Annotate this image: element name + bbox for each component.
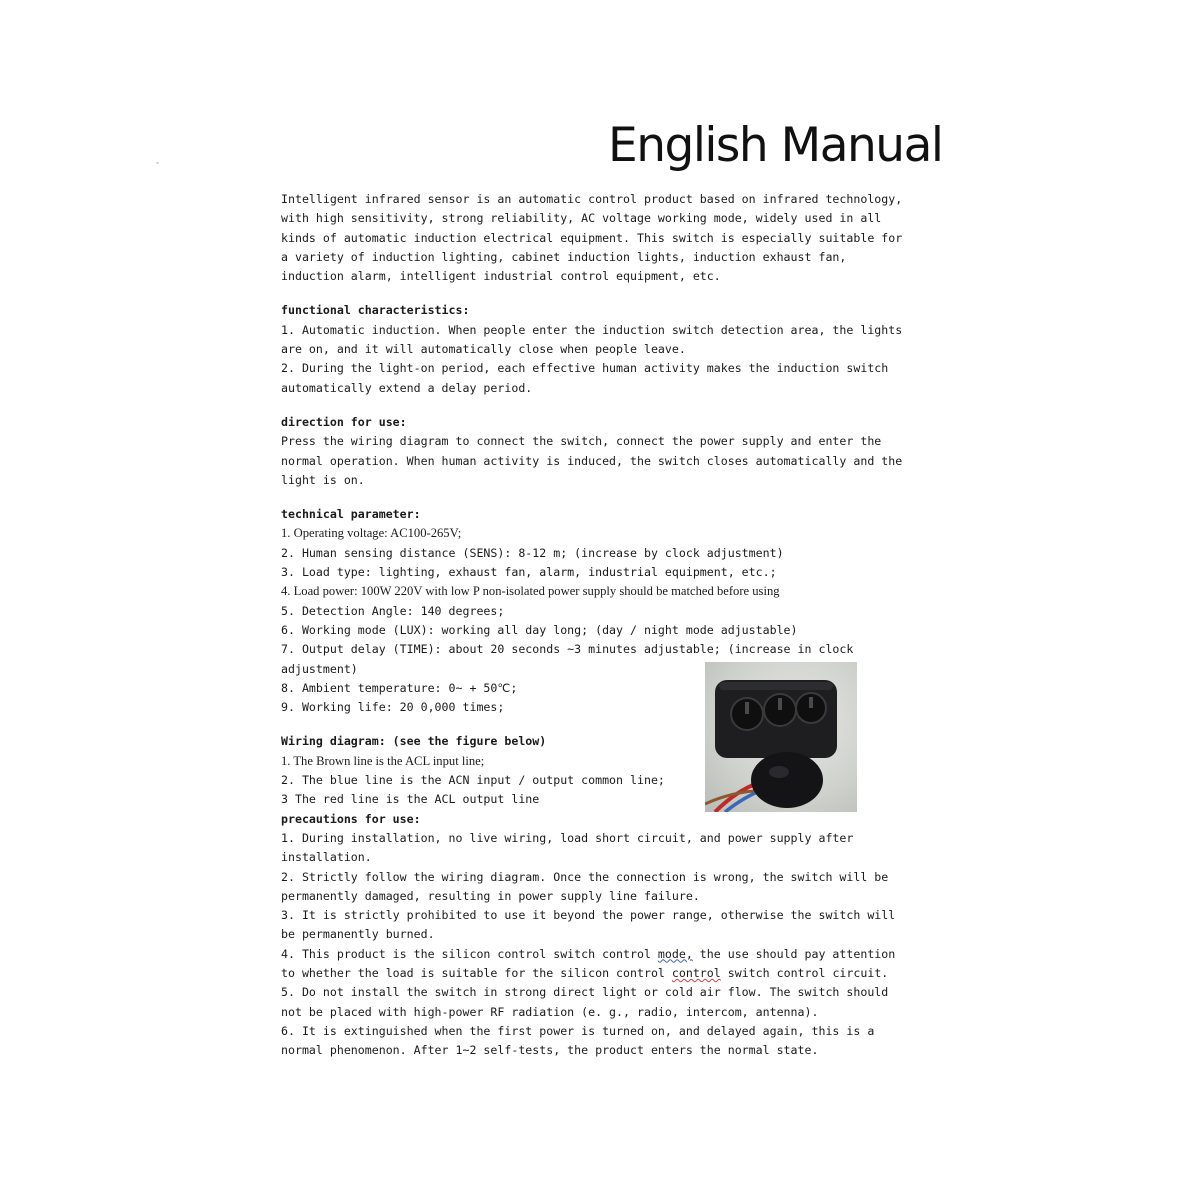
precaution-line: 1. During installation, no live wiring, load short circuit, and power supply after bbox=[281, 830, 854, 845]
section-heading-precautions: precautions for use: bbox=[281, 811, 421, 826]
technical-line: 5. Detection Angle: 140 degrees; bbox=[281, 603, 505, 618]
manual-body bbox=[281, 190, 961, 1060]
technical-line: 4. Load power: 100W 220V with low P non-isolated power supply should be matched before using bbox=[281, 584, 780, 599]
intro-line: a variety of induction lighting, cabinet induction lights, induction exhaust fan, bbox=[281, 249, 847, 264]
direction-line: Press the wiring diagram to connect the switch, connect the power supply and enter the bbox=[281, 434, 882, 449]
functional-line: 1. Automatic induction. When people enter the induction switch detection area, the lights bbox=[281, 322, 903, 337]
precaution-text: 4. This product is the silicon control switch control bbox=[281, 946, 658, 961]
precaution-line: be permanently burned. bbox=[281, 927, 435, 942]
intro-line: induction alarm, intelligent industrial control equipment, etc. bbox=[281, 269, 721, 284]
precaution-text: the use should pay attention bbox=[692, 946, 896, 961]
section-heading-wiring: Wiring diagram: (see the figure below) bbox=[281, 734, 547, 749]
precaution-line: 3. It is strictly prohibited to use it beyond the power range, otherwise the switch will bbox=[281, 908, 896, 923]
sensor-illustration bbox=[705, 662, 857, 812]
wiring-line: 1. The Brown line is the ACL input line; bbox=[281, 753, 485, 768]
technical-line: 9. Working life: 20 0,000 times; bbox=[281, 700, 505, 715]
section-heading-direction: direction for use: bbox=[281, 414, 407, 429]
functional-line: are on, and it will automatically close when people leave. bbox=[281, 342, 686, 357]
intro-line: kinds of automatic induction electrical equipment. This switch is especially suitable for bbox=[281, 230, 903, 245]
precaution-line: not be placed with high-power RF radiation (e. g., radio, intercom, antenna). bbox=[281, 1004, 819, 1019]
precaution-line: installation. bbox=[281, 850, 372, 865]
technical-line: 7. Output delay (TIME): about 20 seconds ~3 minutes adjustable; (increase in clock bbox=[281, 642, 854, 657]
stray-mark bbox=[156, 162, 159, 164]
precaution-line: 6. It is extinguished when the first power is turned on, and delayed again, this is a bbox=[281, 1023, 875, 1038]
adjustment-knob bbox=[796, 693, 826, 723]
wiring-line: 2. The blue line is the ACN input / output common line; bbox=[281, 773, 665, 788]
technical-line: 2. Human sensing distance (SENS): 8-12 m; (increase by clock adjustment) bbox=[281, 545, 784, 560]
spellcheck-word: mode, bbox=[657, 946, 693, 961]
precaution-line: 5. Do not install the switch in strong direct light or cold air flow. The switch should bbox=[281, 985, 889, 1000]
infrared-sensor-photo bbox=[705, 662, 857, 812]
technical-line: 1. Operating voltage: AC100-265V; bbox=[281, 526, 462, 541]
precaution-text: to whether the load is suitable for the silicon control bbox=[281, 965, 672, 980]
sensor-lens bbox=[751, 752, 823, 808]
precaution-line: 2. Strictly follow the wiring diagram. Once the connection is wrong, the switch will be bbox=[281, 869, 889, 884]
wiring-line: 3 The red line is the ACL output line bbox=[281, 792, 540, 807]
precaution-line: normal phenomenon. After 1~2 self-tests, the product enters the normal state. bbox=[281, 1043, 819, 1058]
technical-line: adjustment) bbox=[281, 661, 358, 676]
direction-line: normal operation. When human activity is induced, the switch closes automatically and the bbox=[281, 453, 903, 468]
adjustment-knob bbox=[764, 694, 796, 726]
technical-line: 8. Ambient temperature: 0~ + 50℃; bbox=[281, 680, 518, 695]
spellcheck-word: control bbox=[671, 965, 721, 980]
section-heading-technical: technical parameter: bbox=[281, 507, 421, 522]
functional-line: automatically extend a delay period. bbox=[281, 380, 533, 395]
precaution-text: switch control circuit. bbox=[720, 965, 889, 980]
adjustment-knob bbox=[731, 698, 763, 730]
page-title: English Manual bbox=[608, 118, 943, 173]
precaution-line: permanently damaged, resulting in power supply line failure. bbox=[281, 888, 700, 903]
precaution-line bbox=[281, 945, 961, 964]
technical-line: 6. Working mode (LUX): working all day long; (day / night mode adjustable) bbox=[281, 622, 798, 637]
intro-line: Intelligent infrared sensor is an automatic control product based on infrared technology, bbox=[281, 192, 903, 206]
technical-line: 3. Load type: lighting, exhaust fan, alarm, industrial equipment, etc.; bbox=[281, 565, 777, 580]
functional-line: 2. During the light-on period, each effective human activity makes the induction switch bbox=[281, 361, 889, 376]
direction-line: light is on. bbox=[281, 472, 365, 487]
intro-line: with high sensitivity, strong reliability, AC voltage working mode, widely used in all bbox=[281, 211, 882, 226]
section-heading-functional: functional characteristics: bbox=[281, 303, 470, 318]
precaution-line bbox=[281, 964, 961, 983]
